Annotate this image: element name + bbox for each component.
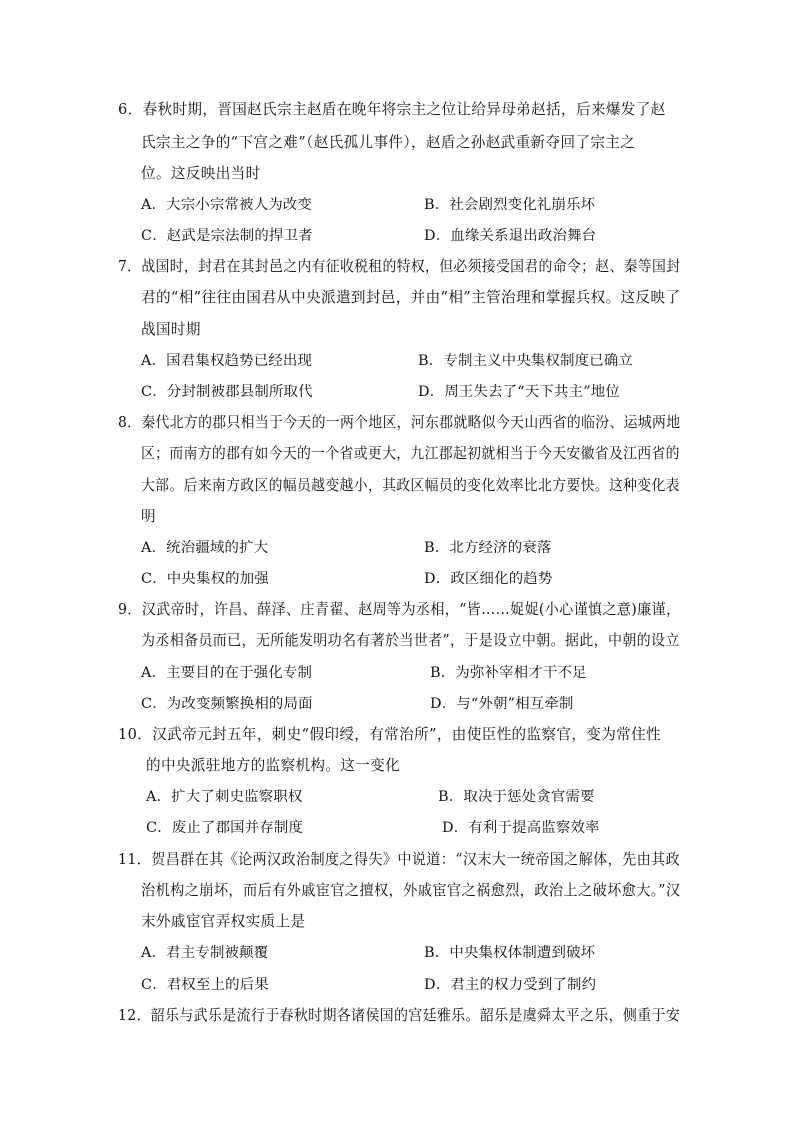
question-8-line-2: 区；而南方的郡有如今天的一个省或更大，九江郡起初就相当于今天安徽省及江西省的 (141, 445, 680, 462)
question-9-option-d[interactable]: D．与“外朝”相互牵制 (430, 696, 574, 712)
question-11-line-3: 末外戚宦官弄权实质上是 (141, 913, 306, 930)
question-11-option-a[interactable]: A．君主专制被颠覆 (141, 945, 269, 961)
question-11-option-c[interactable]: C．君权至上的后果 (141, 977, 269, 993)
question-10-option-b[interactable]: B．取决于惩处贪官需要 (438, 789, 595, 805)
question-8-option-c[interactable]: C．中央集权的加强 (141, 571, 269, 587)
question-8-line-4: 明 (141, 508, 156, 525)
question-10-line-2: 的中央派驻地方的监察机构。这一变化 (146, 757, 401, 774)
question-7-line-1: 7．战国时，封君在其封邑之内有征收税租的特权，但必须接受国君的命令；赵、秦等国封 (118, 258, 681, 275)
question-6-option-b[interactable]: B．社会剧烈变化礼崩乐坏 (424, 197, 596, 213)
question-7-option-d[interactable]: D．周王失去了“天下共主”地位 (418, 384, 620, 400)
question-6-line-3: 位。这反映出当时 (141, 165, 261, 182)
question-8-option-a[interactable]: A．统治疆域的扩大 (141, 540, 269, 556)
question-6-option-c[interactable]: C．赵武是宗法制的捍卫者 (141, 228, 313, 244)
question-10-option-a[interactable]: A．扩大了刺史监察职权 (146, 789, 303, 805)
question-8-option-b[interactable]: B．北方经济的衰落 (424, 540, 552, 556)
question-7-option-c[interactable]: C．分封制被郡县制所取代 (141, 384, 313, 400)
question-12-line-1: 12．韶乐与武乐是流行于春秋时期各诸侯国的宫廷雅乐。韶乐是虞舜太平之乐，侧重于安 (118, 1007, 681, 1024)
question-7-option-a[interactable]: A．国君集权趋势已经出现 (141, 353, 313, 369)
question-6-line-1: 6．春秋时期，晋国赵氏宗主赵盾在晚年将宗主之位让给异母弟赵括，后来爆发了赵 (118, 101, 666, 118)
question-6-option-d[interactable]: D．血缘关系退出政治舞台 (424, 228, 597, 244)
question-10-line-1: 10．汉武帝元封五年，刺史“假印绶，有常治所”，由使臣性的监察官，变为常住性 (118, 726, 661, 743)
question-10-option-c[interactable]: C．废止了郡国并存制度 (146, 820, 304, 836)
question-6-option-a[interactable]: A．大宗小宗常被人为改变 (141, 197, 313, 213)
question-9-line-2: 为丞相备员而已，无所能发明功名有著於当世者”，于是设立中朝。据此，中朝的设立 (141, 632, 680, 649)
question-7-option-b[interactable]: B．专制主义中央集权制度已确立 (418, 353, 634, 369)
question-11-line-1: 11．贺昌群在其《论两汉政治制度之得失》中说道：“汉末大一统帝国之解体，先由其政 (118, 851, 681, 868)
question-9-line-1: 9．汉武帝时，许昌、薛泽、庄青翟、赵周等为丞相，“皆……娖娖(小心谨慎之意)廉谨， (118, 601, 681, 618)
question-7-line-2: 君的“相”往往由国君从中央派遣到封邑，并由“相”主管治理和掌握兵权。这反映了 (141, 289, 681, 306)
question-11-option-d[interactable]: D．君主的权力受到了制约 (424, 977, 597, 993)
question-8-line-1: 8．秦代北方的郡只相当于今天的一两个地区，河东郡就略似今天山西省的临汾、运城两地 (118, 414, 681, 431)
question-6-line-2: 氏宗主之争的“下宫之难”（赵氏孤儿事件），赵盾之孙赵武重新夺回了宗主之 (141, 134, 636, 151)
question-9-option-a[interactable]: A．主要目的在于强化专制 (141, 665, 313, 681)
question-9-option-c[interactable]: C．为改变频繁换相的局面 (141, 696, 313, 712)
question-7-line-3: 战国时期 (141, 321, 201, 338)
question-8-option-d[interactable]: D．政区细化的趋势 (424, 571, 553, 587)
question-8-line-3: 大部。后来南方政区的幅员越变越小，其政区幅员的变化效率比北方要快。这种变化表 (141, 477, 680, 494)
question-11-option-b[interactable]: B．中央集权体制遭到破坏 (424, 945, 596, 961)
question-9-option-b[interactable]: B．为弥补宰相才干不足 (430, 665, 587, 681)
question-10-option-d[interactable]: D．有利于提高监察效率 (442, 820, 600, 836)
question-11-line-2: 治机构之崩坏，而后有外戚宦官之擅权，外戚宦官之祸愈烈，政治上之破坏愈大。”汉 (141, 882, 681, 899)
